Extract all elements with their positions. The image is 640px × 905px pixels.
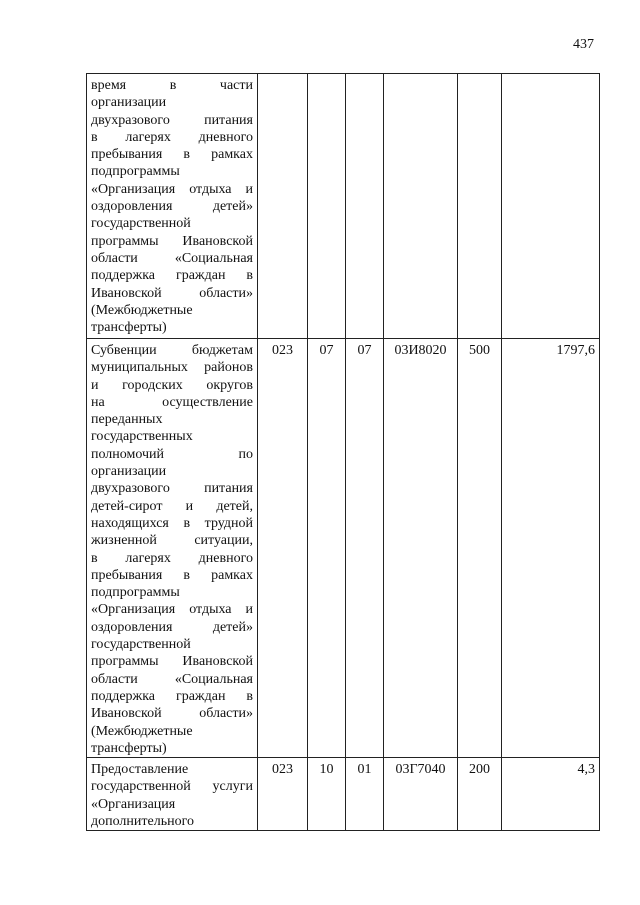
target-article-cell: 03Г7040 (384, 758, 458, 831)
description-line: и городских округов (91, 377, 253, 393)
description-line: трансферты) (91, 740, 167, 756)
description-line: «Организация отдыха и (91, 602, 253, 618)
budget-table (86, 73, 600, 831)
description-line: государственной (91, 216, 191, 232)
section-code-cell (308, 74, 346, 339)
description-line: пребывания в рамках (91, 147, 253, 163)
description-line: детей-сирот и детей, (91, 498, 253, 514)
page-number: 437 (573, 37, 594, 52)
description-line: государственной (91, 637, 191, 653)
expense-type-cell: 200 (458, 758, 502, 831)
description-line: программы Ивановской (91, 654, 253, 670)
description-line: организации (91, 464, 167, 480)
subsection-code-cell: 07 (346, 339, 384, 758)
row-description (87, 758, 258, 831)
row-description (87, 339, 258, 758)
description-line: области «Социальная (91, 250, 253, 266)
description-line: поддержка граждан в (91, 268, 253, 284)
description-line: двухразового питания (91, 112, 253, 128)
target-article-cell (384, 74, 458, 339)
row-description (87, 74, 258, 339)
description-line: муниципальных районов (91, 360, 253, 376)
amount-cell (502, 74, 600, 339)
expense-type-cell (458, 74, 502, 339)
description-line: оздоровления детей» (91, 619, 253, 635)
description-line: «Организация отдыха и (91, 181, 253, 197)
description-line: (Межбюджетные (91, 302, 193, 318)
ministry-code-cell: 023 (258, 339, 308, 758)
description-line: государственных (91, 429, 193, 445)
expense-type-cell: 500 (458, 339, 502, 758)
description-line: Субвенции бюджетам (91, 343, 253, 358)
description-line: время в части (91, 78, 253, 93)
section-code-cell: 07 (308, 339, 346, 758)
description-line: в лагерях дневного (91, 550, 253, 566)
description-line: на осуществление (91, 394, 253, 410)
description-line: находящихся в трудной (91, 515, 253, 531)
description-line: Ивановской области» (91, 706, 253, 722)
table-row (87, 339, 600, 758)
description-line: программы Ивановской (91, 233, 253, 249)
description-line: дополнительного (91, 814, 194, 830)
description-line: жизненной ситуации, (91, 533, 253, 549)
ministry-code-cell: 023 (258, 758, 308, 831)
description-line: поддержка граждан в (91, 688, 253, 704)
table-row (87, 74, 600, 339)
description-line: полномочий по (91, 446, 253, 462)
table-row (87, 758, 600, 831)
amount-cell: 4,3 (502, 758, 600, 831)
description-line: трансферты) (91, 320, 167, 336)
description-line: «Организация (91, 796, 176, 812)
description-line: пребывания в рамках (91, 567, 253, 583)
description-line: (Межбюджетные (91, 723, 193, 739)
description-line: в лагерях дневного (91, 129, 253, 145)
amount-cell: 1797,6 (502, 339, 600, 758)
description-line: Ивановской области» (91, 285, 253, 301)
description-line: подпрограммы (91, 164, 180, 180)
description-line: оздоровления детей» (91, 199, 253, 215)
subsection-code-cell: 01 (346, 758, 384, 831)
description-line: Предоставление (91, 762, 189, 778)
subsection-code-cell (346, 74, 384, 339)
ministry-code-cell (258, 74, 308, 339)
target-article-cell: 03И8020 (384, 339, 458, 758)
description-line: области «Социальная (91, 671, 253, 687)
section-code-cell: 10 (308, 758, 346, 831)
description-line: двухразового питания (91, 481, 253, 497)
description-line: переданных (91, 412, 163, 428)
description-line: организации (91, 95, 167, 111)
description-line: подпрограммы (91, 585, 180, 601)
description-line: государственной услуги (91, 779, 253, 795)
